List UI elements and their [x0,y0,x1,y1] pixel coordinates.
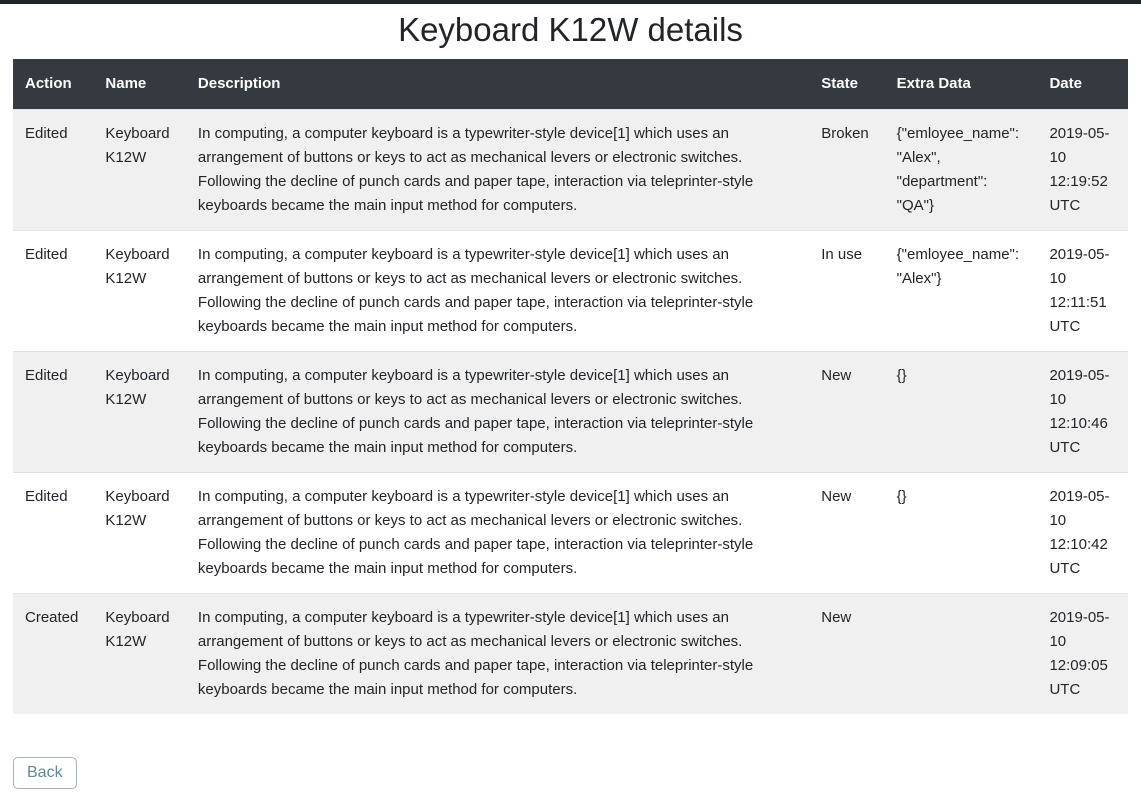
column-header-name: Name [93,59,185,110]
cell-action: Edited [13,352,93,473]
cell-extra-data: {} [885,473,1038,594]
column-header-description: Description [186,59,809,110]
table-row [13,352,1128,473]
item-history-table [13,59,1128,714]
cell-description: In computing, a computer keyboard is a typewriter-style device[1] which uses an arrangement of buttons or keys to act as mechanical levers or electronic switches. Following the decline of punch cards and paper tape, interaction via teleprinter-style keyboards became the main input method for computers. [186,352,809,473]
cell-action: Created [13,594,93,715]
cell-extra-data [885,594,1038,715]
cell-state: In use [809,231,884,352]
cell-state: New [809,473,884,594]
cell-date: 2019-05-10 12:19:52 UTC [1037,110,1128,231]
cell-name: Keyboard K12W [93,594,185,715]
cell-date: 2019-05-10 12:10:42 UTC [1037,473,1128,594]
column-header-date: Date [1037,59,1128,110]
cell-description: In computing, a computer keyboard is a typewriter-style device[1] which uses an arrangement of buttons or keys to act as mechanical levers or electronic switches. Following the decline of punch cards and paper tape, interaction via teleprinter-style keyboards became the main input method for computers. [186,594,809,715]
cell-state: Broken [809,110,884,231]
main-container [0,59,1141,800]
column-header-state: State [809,59,884,110]
cell-description: In computing, a computer keyboard is a typewriter-style device[1] which uses an arrangement of buttons or keys to act as mechanical levers or electronic switches. Following the decline of punch cards and paper tape, interaction via teleprinter-style keyboards became the main input method for computers. [186,231,809,352]
cell-description: In computing, a computer keyboard is a typewriter-style device[1] which uses an arrangement of buttons or keys to act as mechanical levers or electronic switches. Following the decline of punch cards and paper tape, interaction via teleprinter-style keyboards became the main input method for computers. [186,110,809,231]
cell-extra-data: {"emloyee_name": "Alex"} [885,231,1038,352]
cell-action: Edited [13,110,93,231]
cell-name: Keyboard K12W [93,473,185,594]
cell-extra-data: {"emloyee_name": "Alex", "department": "QA"} [885,110,1038,231]
cell-name: Keyboard K12W [93,110,185,231]
table-row [13,231,1128,352]
cell-action: Edited [13,231,93,352]
cell-name: Keyboard K12W [93,352,185,473]
table-row [13,473,1128,594]
table-header-row [13,59,1128,110]
cell-date: 2019-05-10 12:10:46 UTC [1037,352,1128,473]
cell-date: 2019-05-10 12:11:51 UTC [1037,231,1128,352]
column-header-extra-data: Extra Data [885,59,1038,110]
table-row [13,594,1128,715]
cell-action: Edited [13,473,93,594]
cell-state: New [809,594,884,715]
cell-description: In computing, a computer keyboard is a typewriter-style device[1] which uses an arrangement of buttons or keys to act as mechanical levers or electronic switches. Following the decline of punch cards and paper tape, interaction via teleprinter-style keyboards became the main input method for computers. [186,473,809,594]
back-button[interactable]: Back [13,757,77,789]
column-header-action: Action [13,59,93,110]
cell-name: Keyboard K12W [93,231,185,352]
cell-date: 2019-05-10 12:09:05 UTC [1037,594,1128,715]
table-row [13,110,1128,231]
cell-state: New [809,352,884,473]
page-title: Keyboard K12W details [398,11,743,48]
top-border-bar [0,0,1141,4]
cell-extra-data: {} [885,352,1038,473]
